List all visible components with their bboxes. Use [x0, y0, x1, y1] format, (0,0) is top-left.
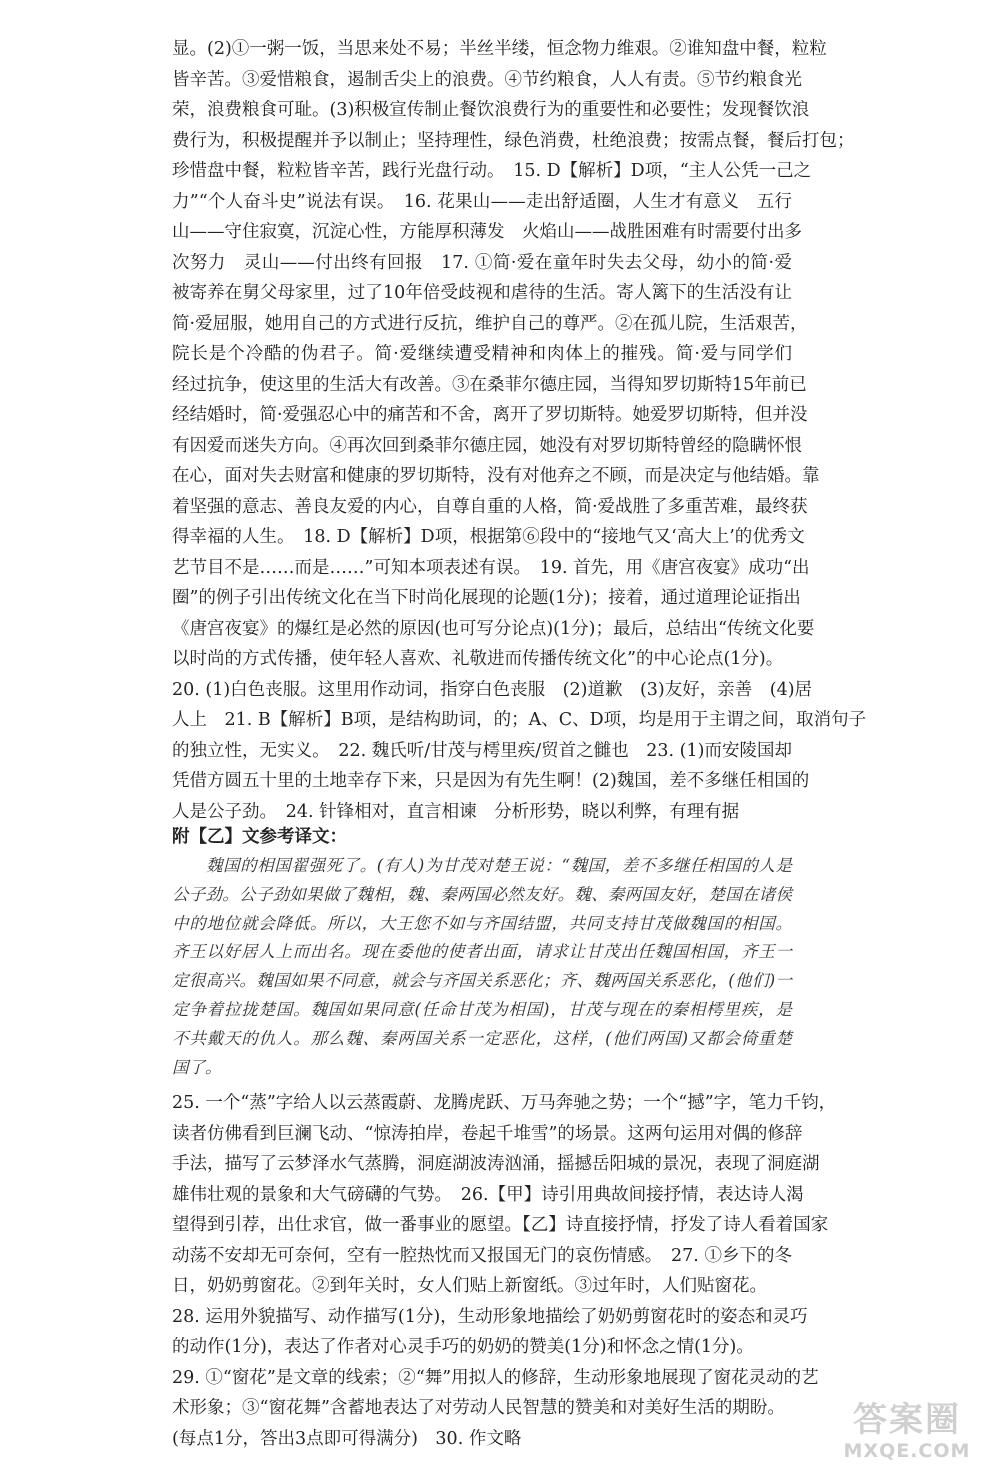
text-line: 院长是个冷酷的伪君子。简·爱继续遭受精神和肉体上的摧残。简·爱与同学们	[172, 344, 792, 364]
text-line: 的独立性，无实义。 22. 魏氏听/甘茂与樗里疾/贸首之雠也 23. (1)而安陵国却	[172, 740, 792, 761]
text-line: 简·爱屈服，她用自己的方式进行反抗，维护自己的尊严。②在孤儿院，生活艰苦，	[172, 313, 808, 334]
text-line: 25. 一个“蒸”字给人以云蒸霞蔚、龙腾虎跃、万马奔驰之势；一个“撼”字，笔力千钧，	[172, 1093, 837, 1113]
translation-section	[172, 852, 792, 1082]
text-line: 得幸福的人生。 18. D【解析】D项，根据第⑥段中的“接地气又‘高大上’的优秀文	[172, 527, 805, 547]
text-line: 魏国的相国翟强死了。(有人)为甘茂对楚王说：“魏国，差不多继任相国的人是	[206, 856, 792, 875]
text-line: 费行为，积极提醒并予以制止；坚持理性，绿色消费，杜绝浪费；按需点餐，餐后打包；	[172, 130, 855, 151]
text-line: 的动作(1分)，表达了作者对心灵手巧的奶奶的赞美(1分)和怀念之情(1分)。	[172, 1337, 754, 1357]
text-line: 经结婚时，简·爱强忍心中的痛苦和不舍，离开了罗切斯特。她爱罗切斯特，但并没	[172, 405, 808, 425]
text-line: (每点1分，答出3点即可得满分) 30. 作文略	[172, 1428, 522, 1449]
text-line: 有因爱而迷失方向。④再次回到桑菲尔德庄园，她没有对罗切斯特曾经的隐瞒怀恨	[172, 435, 802, 456]
text-line: 读者仿佛看到巨澜飞动、“惊涛拍岸，卷起千堆雪”的场景。这两句运用对偶的修辞	[172, 1123, 803, 1144]
text-line: 显。(2)①一粥一饭，当思来处不易；半丝半缕，恒念物力维艰。②谁知盘中餐，粒粒	[172, 39, 827, 59]
text-line: 28. 运用外貌描写、动作描写(1分)，生动形象地描绘了奶奶剪窗花时的姿态和灵巧	[172, 1306, 808, 1327]
text-line: 次努力 灵山——付出终有回报 17. ①简·爱在童年时失去父母，幼小的简·爱	[172, 252, 792, 273]
text-line: 29. ①“窗花”是文章的线索；②“舞”用拟人的修辞，生动形象地展现了窗花灵动的艺	[172, 1367, 819, 1388]
text-line: 在心，面对失去财富和健康的罗切斯特，没有对他弃之不顾，而是决定与他结婚。靠	[172, 466, 820, 486]
answer-section-2	[172, 1088, 837, 1454]
text-line: 《唐宫夜宴》的爆红是必然的原因(也可写分论点)(1分)；最后，总结出“传统文化要	[172, 618, 815, 639]
text-line: 手法，描写了云梦泽水气蒸腾，洞庭湖波涛汹涌，摇撼岳阳城的景况，表现了洞庭湖	[172, 1154, 820, 1174]
text-line: 人是公子劲。 24. 针锋相对，直言相谏 分析形势，晓以利弊，有理有据	[172, 801, 740, 822]
text-line: 着坚强的意志、善良友爱的内心，自尊自重的人格，简·爱战胜了多重苦难，最终获	[172, 496, 808, 517]
text-line: 皆辛苦。③爱惜粮食，遏制舌尖上的浪费。④节约粮食，人人有责。⑤节约粮食光	[172, 69, 802, 90]
text-line: 经过抗争，使这里的生活大有改善。③在桑菲尔德庄园，当得知罗切斯特15年前已	[172, 374, 807, 395]
text-line: 中的地位就会降低。所以，大王您不如与齐国结盟，共同支持甘茂做魏国的相国。	[172, 913, 792, 933]
text-line: 定很高兴。魏国如果不同意，就会与齐国关系恶化；齐、魏两国关系恶化，(他们)一	[172, 971, 792, 991]
text-line: 动荡不安却无可奈何，空有一腔热忱而又报国无门的哀伤情感。 27. ①乡下的冬	[172, 1245, 792, 1266]
text-line: 艺节目不是……而是……”可知本项表述有误。 19. 首先，用《唐宫夜宴》成功“出	[172, 557, 810, 578]
text-line: 20. (1)白色丧服。这里用作动词，指穿白色丧服 (2)道歉 (3)友好，亲善 (4)居	[172, 679, 813, 700]
text-line: 被寄养在舅父母家里，过了10年倍受歧视和虐待的生活。寄人篱下的生活没有让	[172, 283, 792, 303]
text-line: 山——守住寂寞，沉淀心性，方能厚积薄发 火焰山——战胜困难有时需要付出多	[172, 222, 802, 242]
text-line: 望得到引荐，出仕求官，做一番事业的愿望。【乙】诗直接抒情，抒发了诗人看着国家	[172, 1215, 829, 1235]
text-line: 不共戴天的仇人。那么魏、秦两国关系一定恶化，这样，(他们两国)又都会倚重楚	[172, 1028, 792, 1048]
translation-heading: 附【乙】文参考译文：	[172, 827, 347, 847]
text-line: 雄伟壮观的景象和大气磅礴的气势。 26.【甲】诗引用典故间接抒情，表达诗人渴	[172, 1184, 804, 1205]
text-line: 齐王以好居人上而出名。现在委他的使者出面，请求让甘茂出任魏国相国，齐王一	[172, 942, 792, 962]
site-watermark	[822, 1400, 992, 1466]
text-line: 以时尚的方式传播，使年轻人喜欢、礼敬进而传播传统文化”的中心论点(1分)。	[172, 649, 784, 669]
watermark-url: MXQE.COM	[843, 1440, 971, 1462]
text-line: 术形象；③“窗花舞”含蓄地表达了对劳动人民智慧的赞美和对美好生活的期盼。	[172, 1398, 785, 1418]
text-line: 人上 21. B【解析】B项，是结构助词，的；A、C、D项，均是用于主谓之间，取消句子	[172, 710, 867, 730]
text-line: 荣，浪费粮食可耻。(3)积极宣传制止餐饮浪费行为的重要性和必要性；发现餐饮浪	[172, 100, 810, 120]
text-line: 日，奶奶剪窗花。②到年关时，女人们贴上新窗纸。③过年时，人们贴窗花。	[172, 1276, 767, 1296]
answer-section-1	[172, 34, 867, 827]
text-line: 定争着拉拢楚国。魏国如果同意(任命甘茂为相国)，甘茂与现在的秦相樗里疾，是	[172, 999, 792, 1019]
text-line: 圈”的例子引出传统文化在当下时尚化展现的论题(1分)；接着，通过道理论证指出	[172, 588, 801, 608]
text-line: 凭借方圆五十里的土地幸存下来，只是因为有先生啊！(2)魏国，差不多继任相国的	[172, 771, 810, 791]
text-line: 公子劲。公子劲如果做了魏相，魏、秦两国必然友好。魏、秦两国友好，楚国在诸侯	[172, 884, 792, 904]
text-line: 力”“个人奋斗史”说法有误。 16. 花果山——走出舒适圈，人生才有意义 五行	[172, 191, 792, 212]
watermark-logo-text: 答案圈	[853, 1400, 961, 1440]
text-line: 珍惜盘中餐，粒粒皆辛苦，践行光盘行动。 15. D【解析】D项，“主人公凭一己之	[172, 161, 812, 181]
text-line: 国了。	[172, 1057, 222, 1077]
